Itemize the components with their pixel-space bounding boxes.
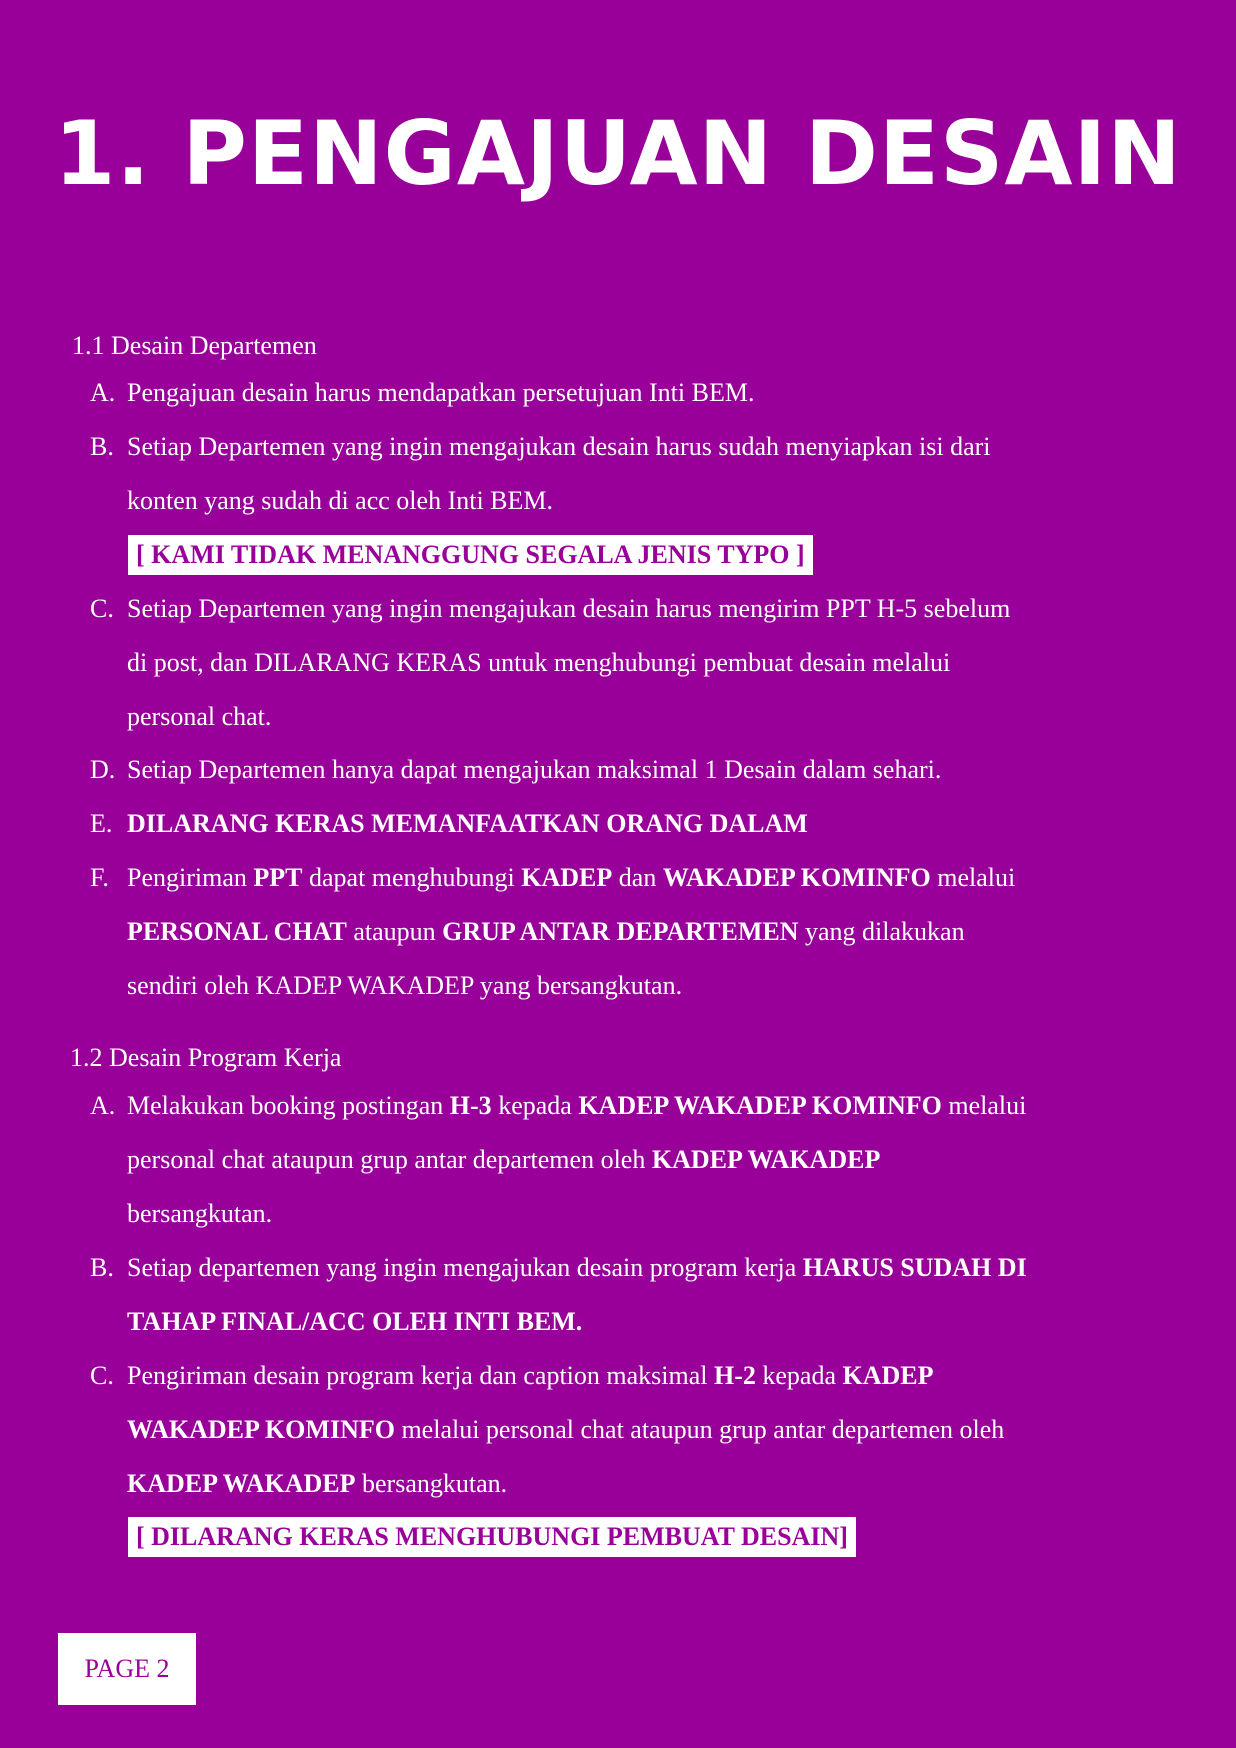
list-item-text: di post, dan DILARANG KERAS untuk menghubungi pembuat desain melalui: [127, 648, 951, 677]
text-segment-bold: TAHAP FINAL/ACC OLEH INTI BEM.: [127, 1307, 583, 1336]
section-heading-desain-program-kerja: 1.2 Desain Program Kerja: [70, 1043, 342, 1072]
text-segment-bold: HARUS SUDAH DI: [802, 1253, 1027, 1282]
list-marker: C.: [90, 594, 114, 623]
text-segment: dan: [612, 863, 663, 892]
list-marker: A.: [90, 378, 116, 407]
text-segment: bersangkutan.: [355, 1469, 508, 1498]
text-segment: sendiri oleh KADEP WAKADEP yang bersangkutan.: [127, 971, 683, 1000]
list-item-text-line: [127, 1349, 1137, 1403]
list-item-text-line: [127, 1295, 1137, 1349]
text-segment-bold: KADEP: [842, 1361, 934, 1390]
text-segment-bold: KADEP WAKADEP: [651, 1145, 881, 1174]
list-marker: A.: [90, 1091, 116, 1120]
text-segment-bold: KADEP WAKADEP: [127, 1469, 356, 1498]
text-segment: Setiap departemen yang ingin mengajukan desain program kerja: [127, 1253, 803, 1282]
text-segment-bold: KADEP WAKADEP KOMINFO: [578, 1091, 942, 1120]
text-segment-bold: KADEP: [521, 863, 613, 892]
list-item-text: konten yang sudah di acc oleh Inti BEM.: [127, 486, 554, 515]
text-segment-bold: H-3: [449, 1091, 492, 1120]
text-segment: personal chat ataupun grup antar departemen oleh: [127, 1145, 652, 1174]
text-segment: dapat menghubungi: [302, 863, 522, 892]
text-segment-bold: PERSONAL CHAT: [127, 917, 347, 946]
list-item-text: DILARANG KERAS MEMANFAATKAN ORANG DALAM: [127, 809, 808, 838]
page-number-badge: PAGE 2: [58, 1633, 196, 1705]
text-segment: melalui: [941, 1091, 1027, 1120]
text-segment-bold: GRUP ANTAR DEPARTEMEN: [442, 917, 799, 946]
list-item-text: personal chat.: [127, 702, 272, 731]
list-marker: E.: [90, 809, 113, 838]
text-segment: Melakukan booking postingan: [127, 1091, 450, 1120]
text-segment: melalui personal chat ataupun grup antar departemen oleh: [394, 1415, 1005, 1444]
page-title: 1. PENGAJUAN DESAIN: [54, 102, 1182, 205]
list-item-text: Setiap Departemen hanya dapat mengajukan maksimal 1 Desain dalam sehari.: [127, 755, 942, 784]
text-segment: melalui: [930, 863, 1016, 892]
text-segment-bold: PPT: [253, 863, 303, 892]
list-item-text-line: [127, 1403, 1137, 1457]
typo-disclaimer-notice: [ KAMI TIDAK MENANGGUNG SEGALA JENIS TYPO ]: [128, 535, 813, 575]
list-marker: C.: [90, 1361, 114, 1390]
list-item-text-line: [127, 1457, 1137, 1511]
text-segment-bold: WAKADEP KOMINFO: [662, 863, 931, 892]
list-item-text: Pengajuan desain harus mendapatkan persetujuan Inti BEM.: [127, 378, 755, 407]
text-segment-bold: H-2: [714, 1361, 756, 1390]
list-item-text-line: [127, 1133, 1137, 1187]
list-item-text-line: [127, 1187, 1137, 1241]
text-segment: kepada: [491, 1091, 579, 1120]
list-marker: B.: [90, 1253, 114, 1282]
list-marker: D.: [90, 755, 116, 784]
list-item-text-line: [127, 959, 1137, 1013]
text-segment: Pengiriman desain program kerja dan caption maksimal: [127, 1361, 714, 1390]
text-segment: Pengiriman: [127, 863, 254, 892]
list-item-text: Setiap Departemen yang ingin mengajukan desain harus mengirim PPT H-5 sebelum: [127, 594, 1011, 623]
section-heading-desain-departemen: 1.1 Desain Departemen: [72, 331, 317, 360]
text-segment: ataupun: [346, 917, 443, 946]
list-marker: F.: [90, 863, 109, 892]
list-item-text-line: [127, 905, 1137, 959]
list-marker: B.: [90, 432, 114, 461]
text-segment: kepada: [755, 1361, 843, 1390]
list-item-text-line: [127, 851, 1137, 905]
list-item-text-line: [127, 1241, 1137, 1295]
text-segment-bold: WAKADEP KOMINFO: [127, 1415, 395, 1444]
contact-designer-warning-notice: [ DILARANG KERAS MENGHUBUNGI PEMBUAT DESAIN]: [128, 1517, 856, 1557]
list-item-text-line: [127, 1079, 1137, 1133]
list-item-text: Setiap Departemen yang ingin mengajukan desain harus sudah menyiapkan isi dari: [127, 432, 991, 461]
text-segment: yang dilakukan: [798, 917, 965, 946]
text-segment: bersangkutan.: [127, 1199, 273, 1228]
